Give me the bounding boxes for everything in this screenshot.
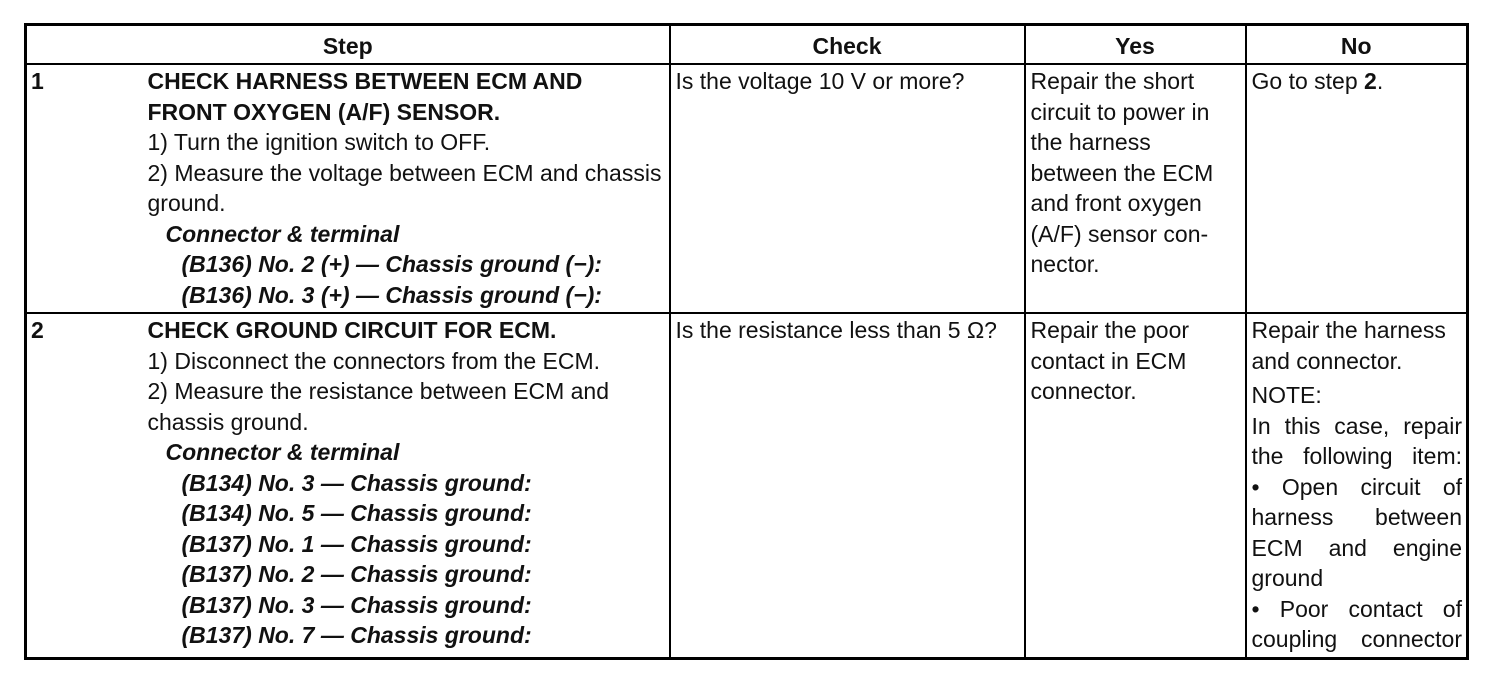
connector-terminal: (B136) No. 3 (+) — Chassis ground (−): [181, 281, 602, 308]
check-cell: Is the voltage 10 V or more? [670, 64, 1025, 313]
note-item: • Open circuit of harness between ECM and engine ground [1251, 473, 1462, 591]
connector-terminal: (B137) No. 7 — Chassis ground: [181, 622, 532, 648]
diagnostic-table [24, 23, 1469, 660]
connector-heading: Connector & terminal [165, 220, 400, 247]
substep: 2) Measure the voltage between ECM and chassis ground. [147, 159, 662, 216]
header-check: Check [670, 25, 1025, 65]
connector-heading: Connector & terminal [165, 439, 400, 465]
step-number: 1 [26, 64, 148, 313]
step-number: 2 [26, 313, 148, 658]
check-cell: Is the resistance less than 5 Ω? [670, 313, 1025, 658]
no-cell [1246, 64, 1468, 313]
step-description [148, 64, 670, 313]
connector-terminal: (B134) No. 5 — Chassis ground: [181, 500, 532, 526]
note-item: • Poor contact of coupling connector [1251, 595, 1462, 652]
substep: 2) Measure the resistance between ECM and chassis ground. [147, 378, 610, 435]
step-reference: 2 [1364, 68, 1377, 94]
header-step: Step [26, 25, 670, 65]
connector-terminal: (B136) No. 2 (+) — Chassis ground (−): [181, 251, 602, 277]
table-row [26, 64, 1468, 313]
connector-terminal: (B134) No. 3 — Chassis ground: [181, 469, 532, 496]
substep: 1) Turn the ignition switch to OFF. [147, 129, 491, 155]
no-text: Repair the harness and connector. [1251, 317, 1446, 374]
no-text: Go to step [1251, 68, 1365, 94]
step-title: CHECK HARNESS BETWEEN ECM AND FRONT OXYGEN (A/F) SENSOR. [147, 68, 583, 125]
step-description [148, 313, 670, 658]
connector-terminal: (B137) No. 3 — Chassis ground: [181, 591, 532, 618]
connector-terminal: (B137) No. 2 — Chassis ground: [181, 561, 532, 587]
substep: 1) Disconnect the connectors from the ECM. [147, 347, 601, 374]
table-row [26, 313, 1468, 658]
header-row [26, 25, 1468, 65]
yes-cell: Repair the poor contact in ECM connector. [1025, 313, 1246, 658]
note-intro: In this case, repair the following item: [1251, 412, 1462, 469]
connector-terminal: (B137) No. 1 — Chassis ground: [181, 530, 532, 557]
step-title: CHECK GROUND CIRCUIT FOR ECM. [147, 317, 557, 343]
header-no: No [1246, 25, 1468, 65]
no-text-suffix: . [1376, 68, 1384, 94]
note-label: NOTE: [1251, 382, 1322, 408]
yes-cell: Repair the short circuit to power in the harness between the ECM and front oxygen (A/F) sensor con-nector. [1025, 64, 1246, 313]
header-yes: Yes [1025, 25, 1246, 65]
no-cell [1246, 313, 1468, 658]
